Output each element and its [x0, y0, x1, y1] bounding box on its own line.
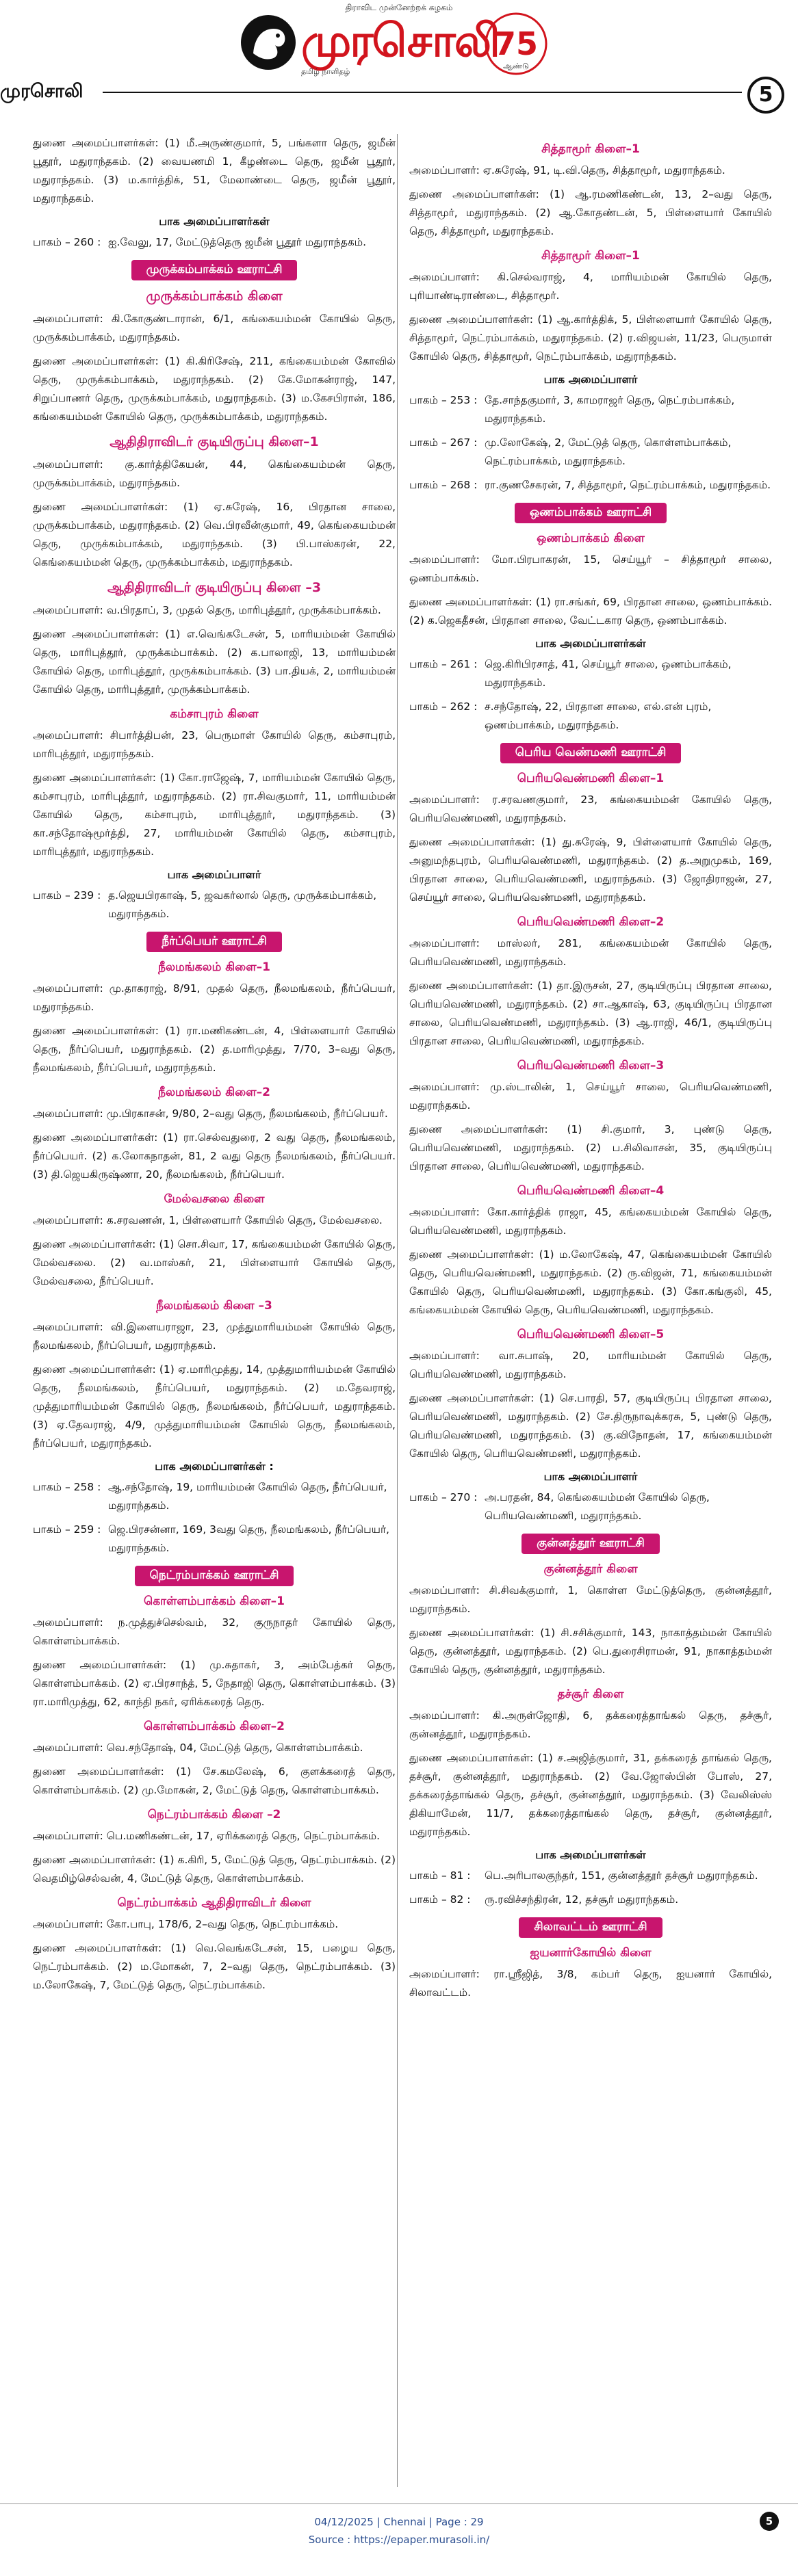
section-rule — [103, 92, 742, 93]
branch-heading: நெட்ரம்பாக்கம் கிளை –2 — [147, 1808, 281, 1822]
org-entry: துணை அமைப்பாளர்கள்: (1) எ.வெங்கடேசன், 5, மாரியம்மன் கோயில் தெரு, மாரிபுத்தூர், முருக்கம்பாக்கம். (2) க.பாலாஜி, 13, மாரியம்மன் கோயில் தெரு, மாரிபுத்தூர், முருக்கம்பாக்கம். (3) பா.தியக், 2, மாரியம்மன் கோயில் தெரு, மாரிபுத்தூர், முருக்கம்பாக்கம். — [33, 628, 396, 696]
org-entry: அமைப்பாளர்: வா.சுபாஷ், 20, மாரியம்மன் கோயில் தெரு, பெரியவெண்மணி, மதுராந்தகம். — [409, 1350, 772, 1380]
booth-entry — [33, 886, 396, 923]
booth-person: ஜெ.கிரிபிரசாத், 41, செய்யூர் சாலை, ஒணம்பாக்கம், மதுராந்தகம். — [485, 658, 732, 689]
branch-heading: பெரியவெண்மணி கிளை–3 — [517, 1059, 665, 1073]
booth-number: பாகம் – 267 : — [409, 436, 478, 449]
booth-person: ஆ.சந்தோஷ், 19, மாரியம்மன் கோயில் தெரு, நீர்ப்பெயர், மதுராந்தகம். — [108, 1481, 387, 1512]
branch-heading: ஆதிதிராவிடர் குடியிருப்பு கிளை–1 — [110, 434, 319, 449]
org-entry: அமைப்பாளர்: கோ.பாபு, 178/6, 2–வது தெரு, நெட்ரம்பாக்கம். — [33, 1918, 339, 1930]
branch-heading: ஒணம்பாக்கம் கிளை — [537, 531, 645, 545]
booth-heading: பாக அமைப்பாளர் — [167, 868, 261, 881]
logo-subtitle: தமிழ் நாளிதழ் — [301, 67, 350, 76]
branch-heading: நீலமங்கலம் கிளை–2 — [158, 1086, 270, 1099]
booth-number: பாகம் – 268 : — [409, 479, 478, 491]
org-entry: அமைப்பாளர்: வெ.சந்தோஷ், 04, மேட்டுத் தெரு, கொள்ளம்பாக்கம். — [33, 1742, 363, 1754]
booth-person: தே.சாந்தகுமார், 3, காமராஜர் தெரு, நெட்ரம்பாக்கம், மதுராந்தகம். — [485, 394, 735, 425]
org-entry: துணை அமைப்பாளர்கள்: (1) கி.கிரிசேஷ், 211, கங்கையம்மன் கோவில் தெரு, முருக்கம்பாக்கம், மதுராந்தகம். (2) கே.மோகன்ராஜ், 147, சிறுப்பாணர் தெரு, முருக்கம்பாக்கம், மதுராந்தகம். (3) ம.கேசபிரான், 186, கங்கையம்மன் கோயில் தெரு, முருக்கம்பாக்கம், மதுராந்தகம். — [33, 355, 396, 423]
org-entry: அமைப்பாளர்: மு.தாகராஜ், 8/91, முதல் தெரு, நீலமங்கலம், நீர்ப்பெயர், மதுராந்தகம். — [33, 982, 396, 1013]
panchayat-heading-label: ஒணம்பாக்கம் ஊராட்சி — [515, 503, 667, 523]
booth-entry — [409, 698, 772, 735]
article-body — [0, 134, 798, 2499]
org-entry: துணை அமைப்பாளர்கள்: (1) மீ.அருண்குமார், 5, பங்களா தெரு, ஜமீன் பூதூர், மதுராந்தகம். (2) வையணமி 1, கீழண்டை தெரு, ஜமீன் பூதூர், மதுராந்தகம். (3) ம.கார்த்திக், 51, மேலாண்டை தெரு, ஜமீன் பூதூர், மதுராந்தகம். — [33, 137, 396, 205]
branch-heading: பெரியவெண்மணி கிளை–5 — [517, 1328, 665, 1341]
booth-heading: பாக அமைப்பாளர் — [543, 373, 638, 386]
booth-heading: பாக அமைப்பாளர்கள் — [159, 215, 270, 228]
org-entry: துணை அமைப்பாளர்கள்: (1) சே.கமலேஷ், 6, குளக்கரைத் தெரு, கொள்ளம்பாக்கம். (2) மு.மோகன், 2, மேட்டுத் தெரு, கொள்ளம்பாக்கம். — [33, 1765, 396, 1796]
booth-number: பாகம் – 270 : — [409, 1491, 478, 1503]
branch-heading: பெரியவெண்மணி கிளை–1 — [517, 772, 665, 785]
booth-entry — [409, 434, 772, 471]
org-entry: அமைப்பாளர்: க.சரவணன், 1, பிள்ளையார் கோயில் தெரு, மேல்வசலை. — [33, 1214, 383, 1226]
booth-person: ரா.குணசேகரன், 7, சித்தாமூர், நெட்ரம்பாக்கம், மதுராந்தகம். — [485, 479, 771, 491]
anniversary-subtitle: ஆண்டு — [503, 62, 529, 70]
booth-number: பாகம் – 258 : — [33, 1481, 101, 1493]
branch-heading: ஆதிதிராவிடர் குடியிருப்பு கிளை –3 — [107, 580, 322, 595]
org-entry: துணை அமைப்பாளர்கள்: (1) சி.குமார், 3, புண்டு தெரு, பெரியவெண்மணி, மதுராந்தகம். (2) ப.சிலிவாசன், 35, குடியிருப்பு பிரதான சாலை, பெரியவெண்மணி, மதுராந்தகம். — [409, 1123, 772, 1172]
booth-person: ரு.ரவிச்சந்திரன், 12, தச்சூர் மதுராந்தகம். — [485, 1893, 679, 1906]
panchayat-heading-label: நெட்ரம்பாக்கம் ஊராட்சி — [135, 1566, 294, 1586]
panchayat-heading — [33, 260, 396, 280]
org-entry: அமைப்பாளர்: சிபார்த்திபன், 23, பெருமாள் கோயில் தெரு, கம்சாபுரம், மாரிபுத்தூர், மதுராந்தகம். — [33, 729, 396, 760]
booth-person: அ.பரதன், 84, கெங்கையம்மன் கோயில் தெரு, பெரியவெண்மணி, மதுராந்தகம். — [485, 1491, 710, 1522]
org-entry: அமைப்பாளர்: மு.ஸ்டாலின், 1, செய்யூர் சாலை, பெரியவெண்மணி, மதுராந்தகம். — [409, 1081, 772, 1112]
org-entry: துணை அமைப்பாளர்கள்: (1) ஆ.ரமணிகண்டன், 13, 2–வது தெரு, சித்தாமூர், மதுராந்தகம். (2) ஆ.கோதண்டன், 5, பிள்ளையார் கோயில் தெரு, சித்தாமூர், மதுராந்தகம். — [409, 188, 772, 237]
branch-heading: நீலமங்கலம் கிளை–1 — [158, 960, 270, 974]
booth-heading: பாக அமைப்பாளர்கள் — [535, 1848, 646, 1861]
masthead — [0, 0, 798, 107]
org-entry: அமைப்பாளர்: கோ.கார்த்திக் ராஜா, 45, கங்கையம்மன் கோயில் தெரு, பெரியவெண்மணி, மதுராந்தகம். — [409, 1206, 772, 1237]
org-entry: துணை அமைப்பாளர்கள்: (1) வெ.வெங்கடேசன், 15, பழைய தெரு, நெட்ரம்பாக்கம். (2) ம.மோகன், 7, 2–வது தெரு, நெட்ரம்பாக்கம். (3) ம.லோகேஷ், 7, மேட்டுத் தெரு, நெட்ரம்பாக்கம். — [33, 1942, 396, 1991]
booth-person: ஜெ.பிரசன்னா, 169, 3வது தெரு, நீலமங்கலம், நீர்ப்பெயர், மதுராந்தகம். — [108, 1523, 389, 1554]
page-number-badge: 5 — [747, 77, 784, 114]
panchayat-heading-label: முருக்கம்பாக்கம் ஊராட்சி — [131, 260, 298, 280]
footer-rule — [0, 2503, 798, 2504]
org-entry: அமைப்பாளர்: பெ.மணிகண்டன், 17, ஏரிக்கரைத் தெரு, நெட்ரம்பாக்கம். — [33, 1830, 381, 1842]
branch-heading: கொள்ளம்பாக்கம் கிளை–2 — [144, 1720, 285, 1733]
footer-page-badge: 5 — [760, 2512, 779, 2531]
branch-heading: குன்னத்தூர் கிளை — [543, 1562, 638, 1576]
booth-entry — [33, 1478, 396, 1515]
booth-entry — [33, 1521, 396, 1558]
org-entry: துணை அமைப்பாளர்கள்: (1) க.கிரி, 5, மேட்டுத் தெரு, நெட்ரம்பாக்கம். (2) வெதமிழ்செல்வன், 4, மேட்டுத் தெரு, கொள்ளம்பாக்கம். — [33, 1854, 396, 1884]
org-entry: துணை அமைப்பாளர்கள்: (1) ம.லோகேஷ், 47, கெங்கையம்மன் கோயில் தெரு, பெரியவெண்மணி, மதுராந்தகம். (2) ரு.விஜன், 71, கங்கையம்மன் கோயில் தெரு, பெரியவெண்மணி, மதுராந்தகம். (3) கோ.கங்குலி, 45, கங்கையம்மன் கோயில் தெரு, பெரியவெண்மணி, மதுராந்தகம். — [409, 1248, 772, 1316]
booth-number: பாகம் – 81 : — [409, 1869, 471, 1882]
panchayat-heading — [33, 1566, 396, 1586]
panchayat-heading-label: சிலாவட்டம் ஊராட்சி — [519, 1917, 662, 1938]
section-header — [0, 77, 798, 105]
branch-heading: ஐயனார்கோயில் கிளை — [530, 1946, 652, 1960]
org-entry: துணை அமைப்பாளர்கள்: (1) சி.சசிக்குமார், 143, நாகாத்தம்மன் கோயில் தெரு, குன்னத்தூர், மதுராந்தகம். (2) பெ.துரைசிராமன், 91, நாகாத்தம்மன் கோயில் தெரு, குன்னத்தூர், மதுராந்தகம். — [409, 1627, 772, 1676]
masthead-tagline: திராவிட முன்னேற்றக் கழகம் — [345, 3, 453, 12]
org-entry: துணை அமைப்பாளர்கள்: (1) து.சுரேஷ், 9, பிள்ளையார் கோயில் தெரு, அனுமந்தபுரம், பெரியவெண்மணி, மதுராந்தகம். (2) த.அறுமுகம், 169, பிரதான சாலை, பெரியவெண்மணி, மதுராந்தகம். (3) ஜோதிராஜன், 27, செய்யூர் சாலை, பெரியவெண்மணி, மதுராந்தகம். — [409, 836, 772, 904]
section-name: முரசொலி — [0, 81, 83, 102]
org-entry: துணை அமைப்பாளர்கள்: (1) ஆ.கார்த்திக், 5, பிள்ளையார் கோயில் தெரு, சித்தாமூர், நெட்ரம்பாக்கம், மதுராந்தகம். (2) ர.விஜயன், 11/23, பெருமாள் கோயில் தெரு, சித்தாமூர், நெட்ரம்பாக்கம், மதுராந்தகம். — [409, 313, 772, 363]
org-entry: துணை அமைப்பாளர்கள்: (1) மு.சுதாகர், 3, அம்பேத்கர் தெரு, கொள்ளம்பாக்கம். (2) ஏ.பிரசாந்த், 5, நேதாஜி தெரு, கொள்ளம்பாக்கம். (3) ரா.மாரிமுத்து, 62, காந்தி நகர், ஏரிக்கரைத் தெரு. — [33, 1659, 396, 1708]
org-entry: அமைப்பாளர்: ர.சரவணகுமார், 23, கங்கையம்மன் கோயில் தெரு, பெரியவெண்மணி, மதுராந்தகம். — [409, 793, 772, 824]
panchayat-heading — [409, 1917, 772, 1938]
right-column — [409, 134, 772, 2008]
panchayat-heading — [409, 503, 772, 523]
branch-heading: பெரியவெண்மணி கிளை–2 — [517, 915, 665, 929]
panchayat-heading-label: பெரிய வெண்மணி ஊராட்சி — [500, 743, 682, 763]
org-entry: துணை அமைப்பாளர்கள்: (1) ரா.செல்வதுரை, 2 வது தெரு, நீலமங்கலம், நீர்ப்பெயர். (2) க.லோகநாதன், 81, 2 வது தெரு நீலமங்கலம், நீர்ப்பெயர். (3) தி.ஜெயகிருஷ்ணா, 20, நீலமங்கலம், நீர்ப்பெயர். — [33, 1131, 396, 1181]
org-entry: துணை அமைப்பாளர்கள்: (1) கோ.ராஜேஷ், 7, மாரியம்மன் கோயில் தெரு, கம்சாபுரம், மாரிபுத்தூர், மதுராந்தகம். (2) ரா.சிவகுமார், 11, மாரியம்மன் கோயில் தெரு, கம்சாபுரம், மாரிபுத்தூர், மதுராந்தகம். (3) கா.சந்தோஷ்மூர்த்தி, 27, மாரியம்மன் கோயில் தெரு, கம்சாபுரம், மாரிபுத்தூர், மதுராந்தகம். — [33, 772, 396, 858]
branch-heading: கம்சாபுரம் கிளை — [170, 707, 259, 721]
org-entry: அமைப்பாளர்: கி.கோகுண்டாரான், 6/1, கங்கையம்மன் கோயில் தெரு, முருக்கம்பாக்கம், மதுராந்தகம். — [33, 313, 396, 343]
booth-number: பாகம் – 259 : — [33, 1523, 101, 1536]
panchayat-heading — [409, 1534, 772, 1554]
org-entry: அமைப்பாளர்: வ.பிரதாப், 3, முதல் தெரு, மாரிபுத்தூர், முருக்கம்பாக்கம். — [33, 604, 381, 616]
org-entry: அமைப்பாளர்: மாஸ்லர், 281, கங்கையம்மன் கோயில் தெரு, பெரியவெண்மணி, மதுராந்தகம். — [409, 937, 772, 968]
org-entry: அமைப்பாளர்: கி.செல்வராஜ், 4, மாரியம்மன் கோயில் தெரு, புரியாண்டிராண்டை, சித்தாமூர். — [409, 271, 772, 302]
branch-heading: தச்சூர் கிளை — [557, 1687, 624, 1701]
booth-person: மு.லோகேஷ், 2, மேட்டுத் தெரு, கொள்ளம்பாக்கம், நெட்ரம்பாக்கம், மதுராந்தகம். — [485, 436, 732, 467]
booth-number: பாகம் – 260 : — [33, 236, 101, 248]
newspaper-logo[interactable] — [240, 11, 561, 77]
org-entry: அமைப்பாளர்: ரா.ஸ்ரீஜித், 3/8, கம்பர் தெரு, ஐயனார் கோயில், சிலாவட்டம். — [409, 1968, 772, 1999]
org-entry: துணை அமைப்பாளர்கள்: (1) தா.இருசன், 27, குடியிருப்பு பிரதான சாலை, பெரியவெண்மணி, மதுராந்தகம். (2) சா.ஆகாஷ், 63, குடியிருப்பு பிரதான சாலை, பெரியவெண்மணி, மதுராந்தகம். (3) ஆ.ராஜி, 46/1, குடியிருப்பு பிரதான சாலை, பெரியவெண்மணி, மதுராந்தகம். — [409, 980, 772, 1047]
org-entry: அமைப்பாளர்: கி.அருள்ஜோதி, 6, தக்கரைத்தாங்கல் தெரு, தச்சூர், குன்னத்தூர், மதுராந்தகம். — [409, 1709, 772, 1740]
org-entry: துணை அமைப்பாளர்கள்: (1) ரா.மணிகண்டன், 4, பிள்ளையார் கோயில் தெரு, நீர்ப்பெயர், மதுராந்தகம். (2) த.மாரிமுத்து, 7/70, 3–வது தெரு, நீலமங்கலம், நீர்ப்பெயர், மதுராந்தகம். — [33, 1025, 396, 1074]
org-entry: அமைப்பாளர்: வி.இளையராஜா, 23, முத்துமாரியம்மன் கோயில் தெரு, நீலமங்கலம், நீர்ப்பெயர், மதுராந்தகம். — [33, 1321, 396, 1352]
org-entry: அமைப்பாளர்: கு.கார்த்திகேயன், 44, கெங்கையம்மன் தெரு, முருக்கம்பாக்கம், மதுராந்தகம். — [33, 458, 396, 489]
footer-date-page: 04/12/2025 | Chennai | Page : 29 — [314, 2516, 484, 2528]
branch-heading: சித்தாமூர் கிளை–1 — [541, 142, 640, 156]
booth-heading: பாக அமைப்பாளர்கள் : — [155, 1460, 274, 1473]
branch-heading: மேல்வசலை கிளை — [164, 1192, 265, 1206]
left-column — [33, 134, 396, 2000]
org-entry: அமைப்பாளர்: ஏ.சுரேஷ், 91, டி.வி.தெரு, சித்தாமூர், மதுராந்தகம். — [409, 164, 725, 176]
org-entry: துணை அமைப்பாளர்கள்: (1) ஏ.மாரிமுத்து, 14, முத்துமாரியம்மன் கோயில் தெரு, நீலமங்கலம், நீர்ப்பெயர், மதுராந்தகம். (2) ம.தேவராஜ், முத்துமாரியம்மன் கோயில் தெரு, நீலமங்கலம், நீர்ப்பெயர், மதுராந்தகம். (3) ஏ.தேவராஜ், 4/9, முத்துமாரியம்மன் கோயில் தெரு, நீலமங்கலம், நீர்ப்பெயர், மதுராந்தகம். — [33, 1363, 396, 1449]
org-entry: துணை அமைப்பாளர்கள்: (1) செ.பாரதி, 57, குடியிருப்பு பிரதான சாலை, பெரியவெண்மணி, மதுராந்தகம். (2) சே.திருநாவுக்கரசு, 5, புண்டு தெரு, பெரியவெண்மணி, மதுராந்தகம். (3) கு.விநோதன், 17, கங்கையம்மன் கோயில் தெரு, பெரியவெண்மணி, மதுராந்தகம். — [409, 1392, 772, 1460]
branch-heading: முருக்கம்பாக்கம் கிளை — [146, 289, 283, 304]
org-entry: துணை அமைப்பாளர்கள்: (1) சொ.சிவா, 17, கங்கையம்மன் கோயில் தெரு, மேல்வசலை. (2) வ.மாஸ்கர், 21, பிள்ளையார் கோயில் தெரு, மேல்வசலை, நீர்ப்பெயர். — [33, 1238, 396, 1287]
org-entry: துணை அமைப்பாளர்கள்: (1) ஏ.சுரேஷ், 16, பிரதான சாலை, முருக்கம்பாக்கம், மதுராந்தகம். (2) வெ.பிரவீன்குமார், 49, கெங்கையம்மன் தெரு, முருக்கம்பாக்கம், மதுராந்தகம். (3) பி.பாஸ்கரன், 22, கெங்கையம்மன் தெரு, முருக்கம்பாக்கம், மதுராந்தகம். — [33, 501, 396, 568]
booth-entry — [409, 655, 772, 692]
branch-heading: சித்தாமூர் கிளை–1 — [541, 249, 640, 263]
booth-entry — [409, 1488, 772, 1525]
booth-entry — [409, 1867, 772, 1885]
branch-heading: நெட்ரம்பாக்கம் ஆதிதிராவிடர் கிளை — [117, 1896, 311, 1910]
branch-heading: நீலமங்கலம் கிளை –3 — [156, 1299, 272, 1313]
booth-person: ஐ.வேலு, 17, மேட்டுத்தெரு ஜமீன் பூதூர் மதுராந்தகம். — [108, 236, 367, 248]
booth-number: பாகம் – 262 : — [409, 700, 478, 713]
org-entry: துணை அமைப்பாளர்கள்: (1) ரா.சங்கர், 69, பிரதான சாலை, ஒணம்பாக்கம். (2) க.ஜெகதீசன், பிரதான சாலை, வேட்டகார தெரு, ஒணம்பாக்கம். — [409, 596, 772, 627]
booth-number: பாகம் – 261 : — [409, 658, 478, 670]
branch-heading: பெரியவெண்மணி கிளை–4 — [517, 1184, 665, 1198]
booth-number: பாகம் – 253 : — [409, 394, 478, 406]
panchayat-heading — [33, 932, 396, 952]
booth-number: பாகம் – 239 : — [33, 889, 101, 902]
booth-number: பாகம் – 82 : — [409, 1893, 471, 1906]
anniversary-75-emblem — [480, 11, 552, 77]
booth-entry — [409, 391, 772, 428]
org-entry: அமைப்பாளர்: ந.முத்துச்செல்வம், 32, குருநாதர் கோயில் தெரு, கொள்ளம்பாக்கம். — [33, 1616, 396, 1647]
page-footer — [0, 2503, 798, 2576]
anniversary-number: 75 — [493, 25, 539, 62]
booth-person: ச.சந்தோஷ், 22, பிரதான சாலை, எல்.என் புரம், ஒணம்பாக்கம், மதுராந்தகம். — [485, 700, 712, 731]
panchayat-heading-label: நீர்ப்பெயர் ஊராட்சி — [146, 932, 282, 952]
booth-person: பெ.அரிபாலகுந்தர், 151, குன்னத்தூர் தச்சூர் மதுராந்தகம். — [485, 1869, 758, 1882]
lion-emblem-icon — [240, 14, 297, 71]
booth-entry — [409, 476, 772, 495]
booth-entry — [409, 1891, 772, 1909]
panchayat-heading-label: குன்னத்தூர் ஊராட்சி — [522, 1534, 660, 1554]
org-entry: அமைப்பாளர்: மோ.பிரபாகரன், 15, செய்யூர் – சித்தாமூர் சாலை, ஒணம்பாக்கம். — [409, 553, 772, 584]
org-entry: அமைப்பாளர்: மு.பிரகாசன், 9/80, 2–வது தெரு, நீலமங்கலம், நீர்ப்பெயர். — [33, 1107, 388, 1120]
logo-wordmark: முரசொலி — [301, 14, 499, 67]
branch-heading: கொள்ளம்பாக்கம் கிளை–1 — [144, 1594, 285, 1608]
booth-entry — [33, 233, 396, 252]
booth-heading: பாக அமைப்பாளர்கள் — [535, 637, 646, 650]
org-entry: துணை அமைப்பாளர்கள்: (1) ச.அஜித்குமார், 31, தக்கரைத் தாங்கல் தெரு, தச்சூர், குன்னத்தூர், மதுராந்தகம். (2) வே.ஜோஸ்பின் போஸ், 27, தக்கரைத்தாங்கல் தெரு, தச்சூர், குன்னத்தூர், மதுராந்தகம். (3) வேலிஸ்ஸ் திகியாமேன், 11/7, தக்கரைத்தாங்கல் தெரு, தச்சூர், குன்னத்தூர், மதுராந்தகம். — [409, 1752, 772, 1838]
panchayat-heading — [409, 743, 772, 763]
booth-person: த.ஜெயபிரகாஷ், 5, ஜவகர்லால் தெரு, முருக்கம்பாக்கம், மதுராந்தகம். — [108, 889, 377, 920]
org-entry: அமைப்பாளர்: சி.சிவக்குமார், 1, கொள்ள மேட்டுத்தெரு, குன்னத்தூர், மதுராந்தகம். — [409, 1584, 772, 1615]
booth-heading: பாக அமைப்பாளர் — [543, 1470, 638, 1483]
footer-source-link[interactable]: Source : https://epaper.murasoli.in/ — [308, 2534, 490, 2546]
